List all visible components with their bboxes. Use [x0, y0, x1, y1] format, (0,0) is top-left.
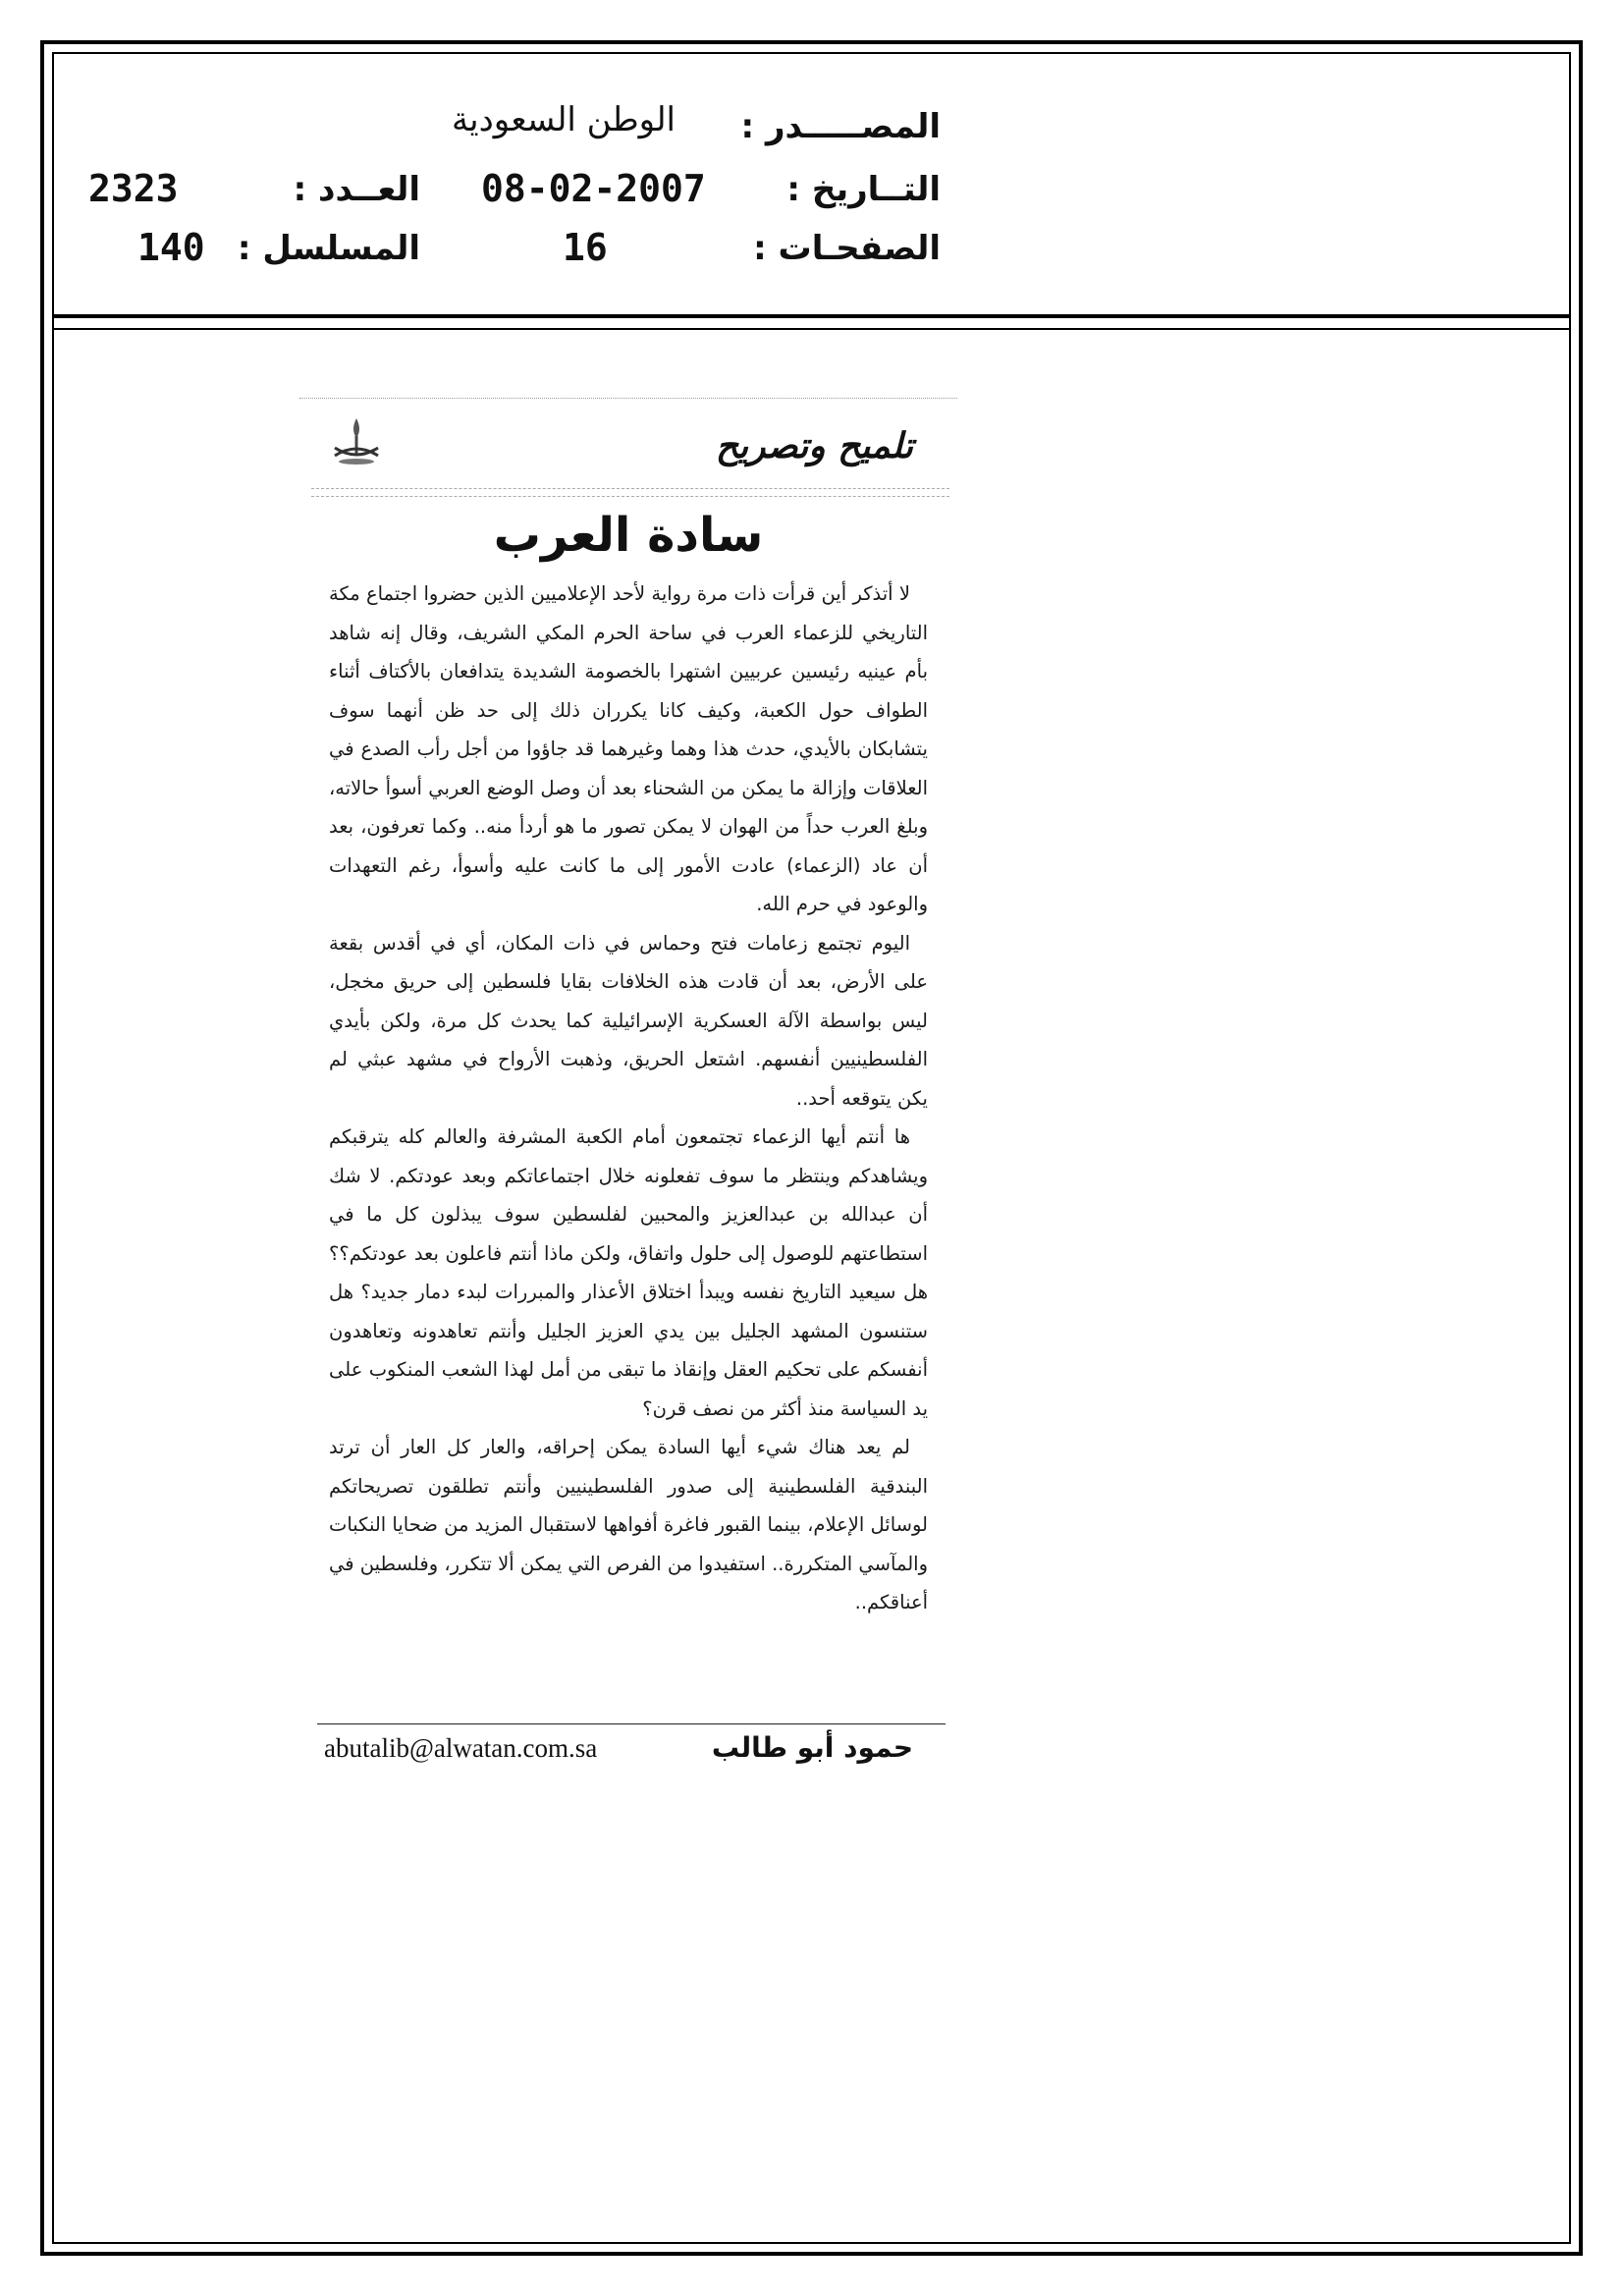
pages-label: الصفحـات :	[753, 229, 941, 268]
header-divider-thin	[52, 328, 1571, 330]
article-clipping	[299, 398, 957, 1773]
article-paragraph: اليوم تجتمع زعامات فتح وحماس في ذات المكان، أي في أقدس بقعة على الأرض، بعد أن قادت هذه الخلافات بقايا فلسطين إلى حريق مخجل، ليس بواسطة الآلة العسكرية الإسرائيلية كما يحدث كل مرة، ولكن بأيدي الفلسطينيين أنفسهم. اشتعل الحريق، وذهبت الأرواح في مشهد عبثي لم يكن يتوقعه أحد..	[329, 931, 928, 1110]
author-name: حمود أبو طالب	[711, 1731, 913, 1764]
clip-separator	[311, 488, 949, 489]
serial-label: المسلسل :	[237, 229, 420, 268]
date-value: 08-02-2007	[481, 167, 706, 210]
article-body	[329, 574, 928, 1622]
author-email: abutalib@alwatan.com.sa	[324, 1733, 598, 1763]
pages-value: 16	[563, 226, 608, 269]
date-label: التــاريخ :	[786, 170, 941, 209]
clip-separator	[311, 496, 949, 497]
issue-value: 2323	[88, 167, 179, 210]
saudi-emblem-icon	[327, 412, 386, 471]
serial-value: 140	[137, 226, 205, 269]
source-value: الوطن السعودية	[451, 100, 676, 139]
issue-label: العــدد :	[293, 170, 420, 209]
header-divider	[52, 314, 1571, 318]
article-paragraph: لا أتذكر أين قرأت ذات مرة رواية لأحد الإعلاميين الذين حضروا اجتماع مكة التاريخي للزعماء العرب في ساحة الحرم المكي الشريف، وقال إنه شاهد بأم عينيه رئيسين عربيين اشتهرا بالخصومة الشديدة يتدافعان بالأكتاف أثناء الطواف حول الكعبة، وكيف كانا يكرران ذلك إلى حد ظن أنهما سوف يتشابكان بالأيدي، حدث هذا وهما وغيرهما قد جاؤوا من أجل رأب الصدع في العلاقات وإزالة ما يمكن من الشحناء بعد أن وصل الوضع العربي أسوأ حالاته، وبلغ العرب حداً من الهوان لا يمكن تصور ما هو أردأ منه.. وكما تعرفون، بعد أن عاد (الزعماء) عادت الأمور إلى ما كانت عليه وأسوأ، رغم التعهدات والوعود في حرم الله.	[329, 582, 928, 915]
column-title: تلميح وتصريح	[715, 425, 913, 466]
article-paragraph: ها أنتم أيها الزعماء تجتمعون أمام الكعبة المشرفة والعالم كله يترقبكم ويشاهدكم وينتظر ما سوف تفعلونه خلال اجتماعاتكم وبعد عودتكم. لا شك أن عبدالله بن عبدالعزيز والمحبين لفلسطين سوف يبذلون كل ما في استطاعتهم للوصول إلى حلول واتفاق، ولكن ماذا أنتم فاعلون بعد عودتكم؟؟ هل سيعيد التاريخ نفسه ويبدأ اختلاق الأعذار والمبررات لبدء دمار جديد؟ هل ستنسون المشهد الجليل بين يدي العزيز الجليل وأنتم تعاهدونه وتعاهدون أنفسكم على تحكيم العقل وإنقاذ ما تبقى من أمل لهذا الشعب المنكوب على يد السياسة منذ أكثر من نصف قرن؟	[329, 1125, 928, 1420]
signature-divider	[317, 1723, 946, 1724]
article-title: سادة العرب	[493, 508, 764, 563]
clip-top-border	[299, 398, 957, 399]
source-label: المصـــــدر :	[740, 107, 941, 146]
article-paragraph: لم يعد هناك شيء أيها السادة يمكن إحراقه، والعار كل العار أن ترتد البندقية الفلسطينية إلى صدور الفلسطينيين وأنتم تطلقون تصريحاتكم لوسائل الإعلام، بينما القبور فاغرة أفواهها لاستقبال المزيد من ضحايا النكبات والمآسي المتكررة.. استفيدوا من الفرص التي يمكن ألا تتكرر، وفلسطين في أعناقكم..	[329, 1436, 928, 1613]
